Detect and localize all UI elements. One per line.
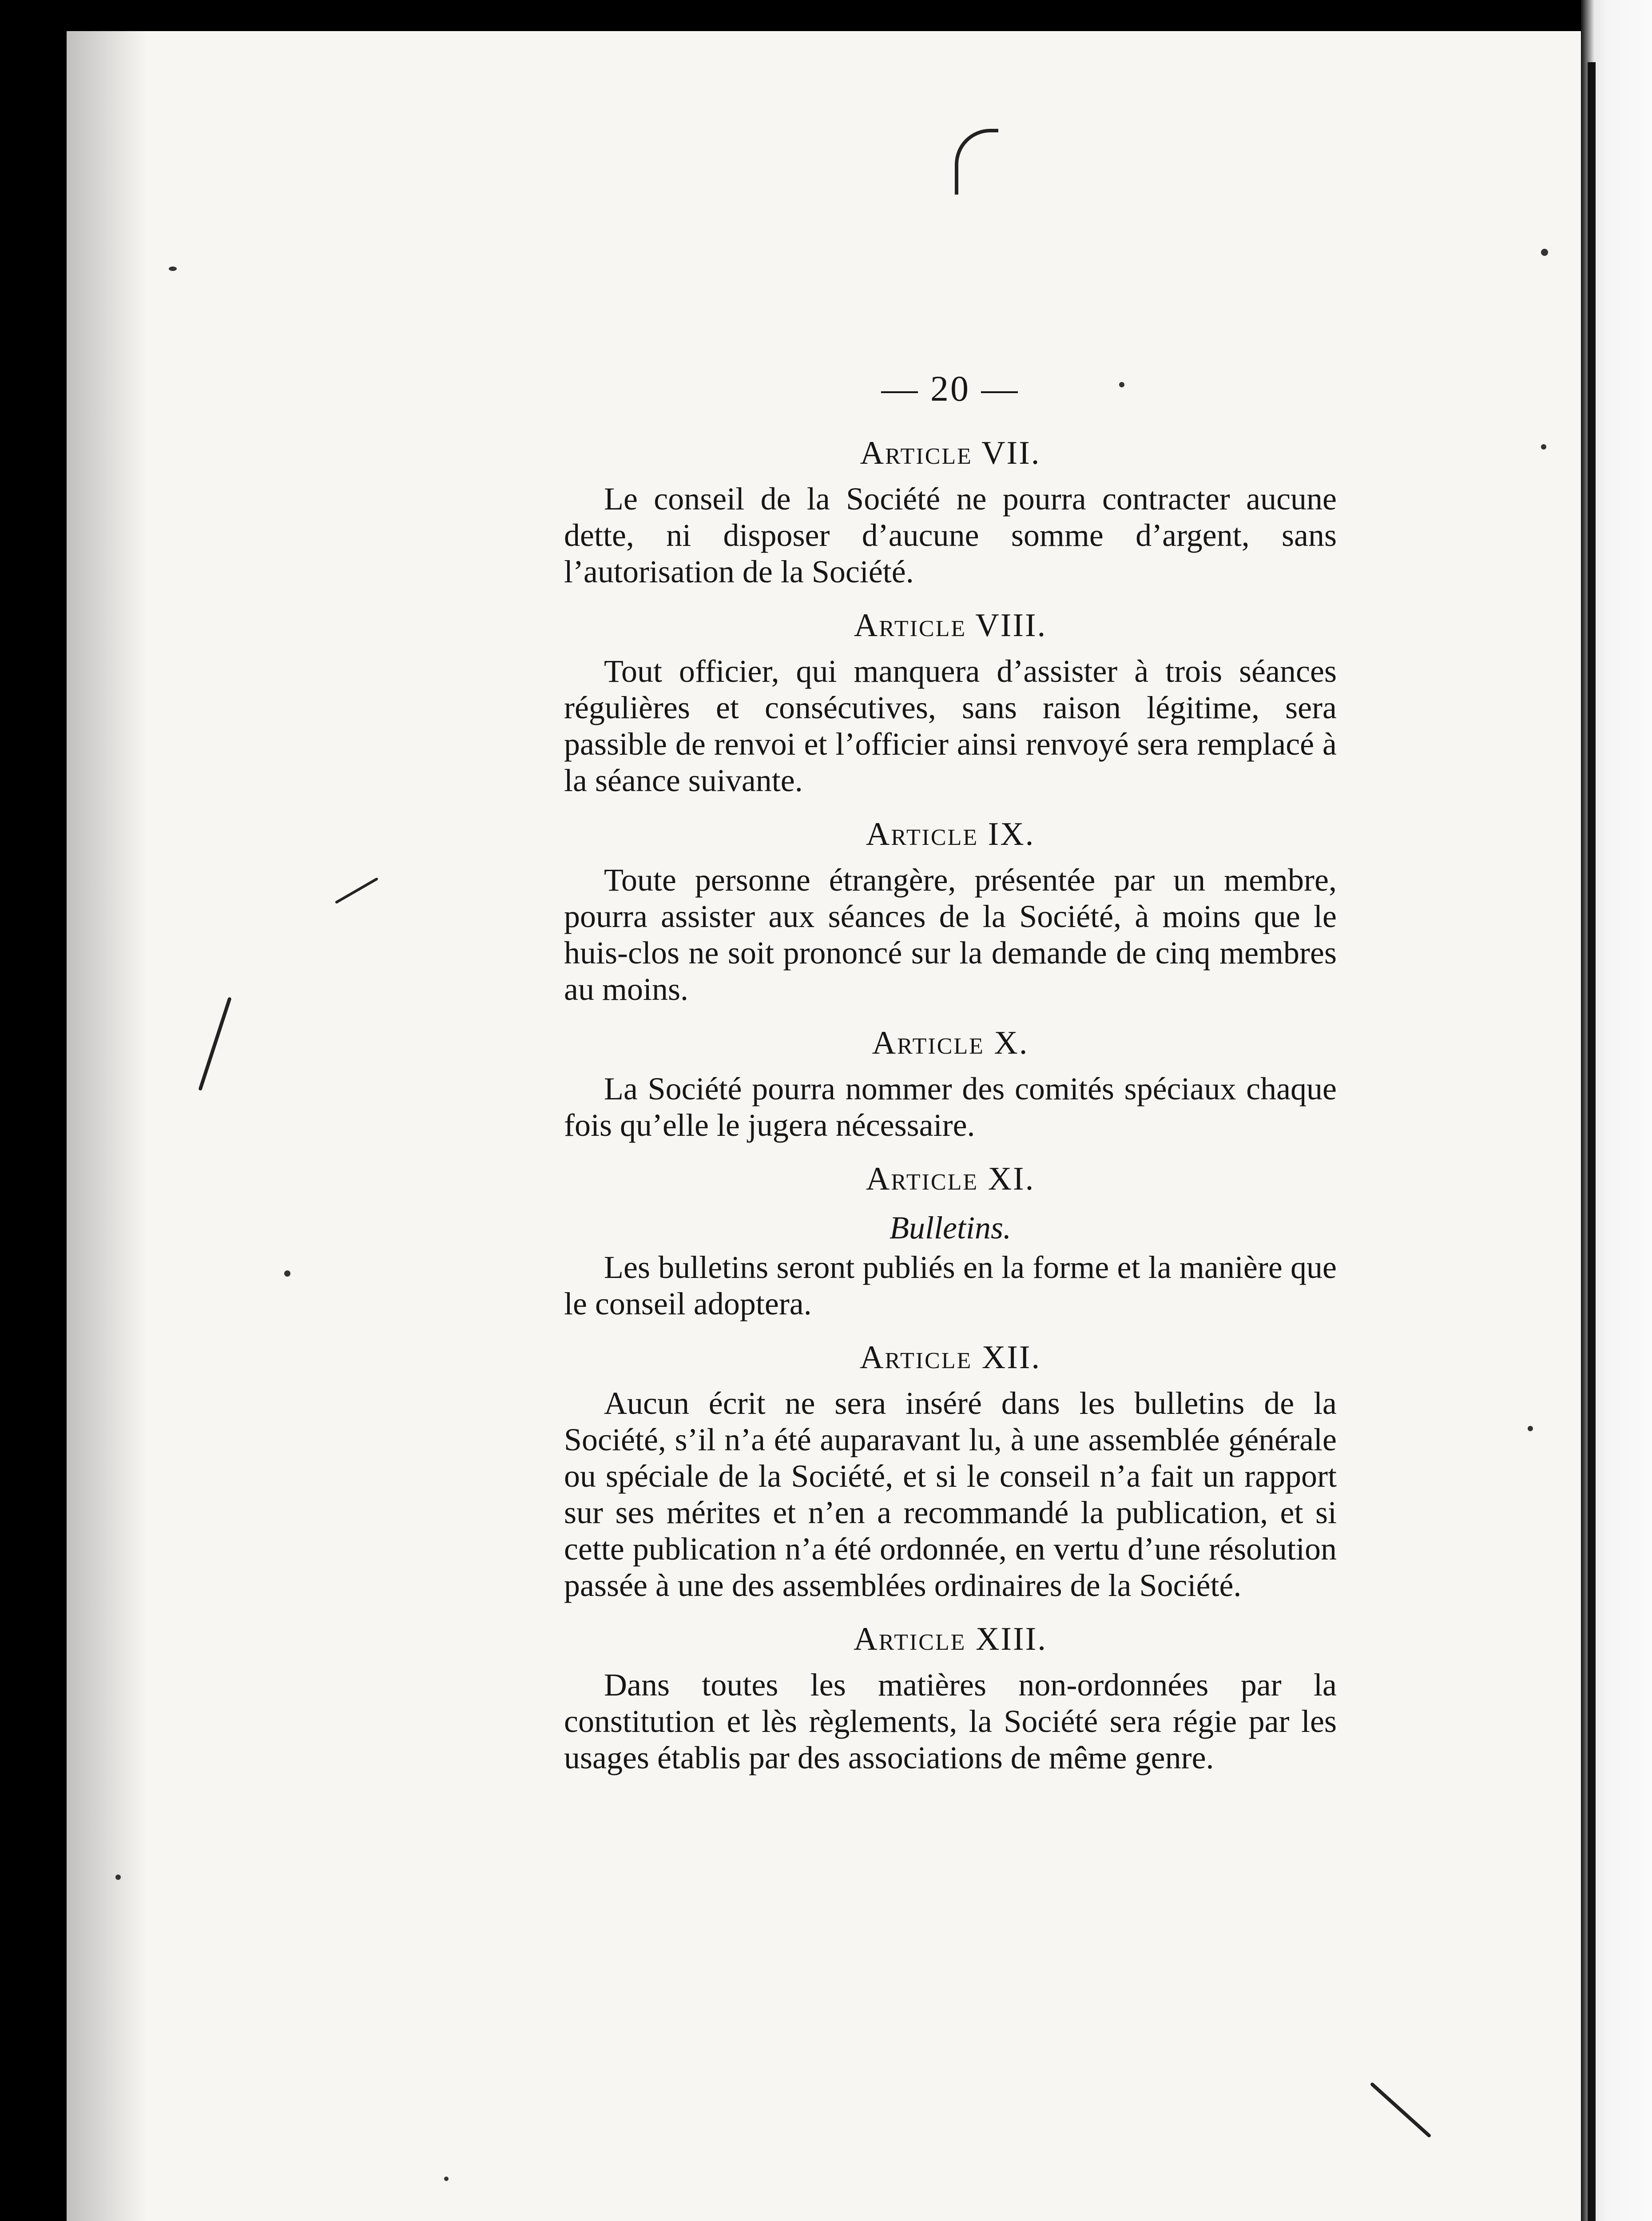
article-13 [564, 1617, 1337, 1776]
article-text: Toute personne étrangère, présentée par un membre, pourra assister aux séances de la Société, à moins que le huis-clos ne soit prononcé sur la demande de cinq membres au moins. [564, 862, 1337, 1007]
article-heading: Article XIII. [854, 1621, 1047, 1657]
left-shadow-edge [67, 31, 147, 2221]
binding-edge [1588, 62, 1596, 2221]
article-heading: Article VII. [860, 435, 1041, 471]
article-text: Dans toutes les matières non-ordonnées par la constitution et lès règlements, la Société sera régie par les usages établis par des associations de même genre. [564, 1667, 1337, 1775]
speck [284, 1270, 290, 1277]
article-9 [564, 812, 1337, 1007]
article-subheading: Bulletins. [890, 1210, 1011, 1246]
speck [1528, 1426, 1533, 1431]
speck [115, 1875, 121, 1880]
article-11 [564, 1157, 1337, 1322]
article-text: La Société pourra nommer des comités spéciaux chaque fois qu’elle le jugera nécessaire. [564, 1071, 1337, 1143]
speck [1541, 444, 1546, 450]
article-heading: Article VIII. [854, 607, 1047, 644]
speck [169, 267, 177, 271]
article-heading: Article XI. [866, 1161, 1035, 1197]
article-12 [564, 1335, 1337, 1604]
speck [1541, 249, 1548, 256]
article-heading: Article XII. [859, 1339, 1041, 1376]
article-7 [564, 431, 1337, 590]
article-text: Aucun écrit ne sera inséré dans les bulletins de la Société, s’il n’a été auparavant lu, à une assemblée générale ou spéciale de la Société, et si le conseil n’a fait un rapport sur ses mérites et n’en a recommandé la publication, et si cette publication n’a été ordonnée, en vertu d’une résolution passée à une des assemblées ordinaires de la Société. [564, 1385, 1337, 1603]
article-text: Le conseil de la Société ne pourra contracter aucune dette, ni disposer d’aucune somme d’argent, sans l’autorisation de la Société. [564, 481, 1337, 589]
article-text: Tout officier, qui manquera d’assister à trois séances régulières et consécutives, sans raison légitime, sera passible de renvoi et l’officier ainsi renvoyé sera remplacé à la séance suivante. [564, 653, 1337, 798]
text-column [564, 364, 1337, 1789]
article-heading: Article IX. [866, 816, 1035, 852]
article-10 [564, 1021, 1337, 1143]
speck [444, 2177, 449, 2181]
page-number: — 20 — [881, 368, 1020, 409]
article-text: Les bulletins seront publiés en la forme et la manière que le conseil adoptera. [564, 1250, 1337, 1321]
article-heading: Article X. [872, 1025, 1029, 1061]
article-8 [564, 603, 1337, 799]
